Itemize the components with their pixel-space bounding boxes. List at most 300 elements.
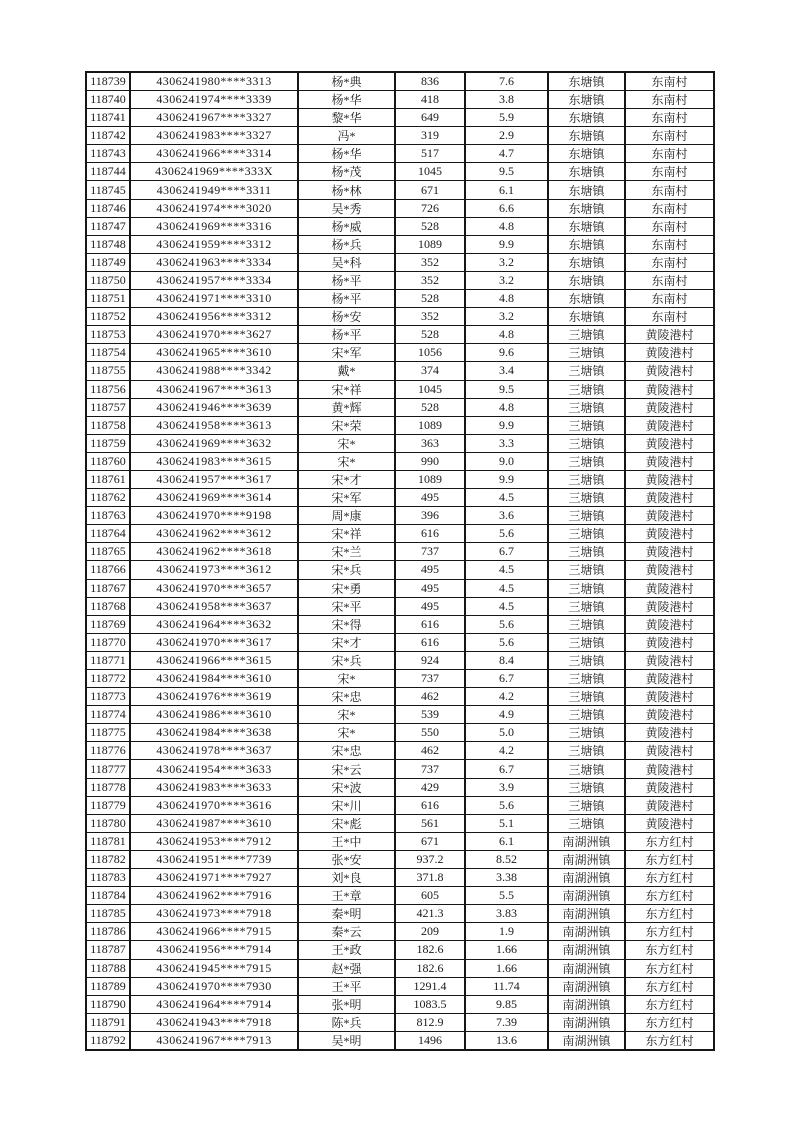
table-cell: 三塘镇	[548, 778, 625, 796]
table-row	[86, 869, 714, 887]
table-cell: 黄陵港村	[625, 633, 714, 651]
table-row	[86, 434, 714, 452]
table-cell: 118779	[86, 796, 130, 814]
table-row	[86, 579, 714, 597]
table-cell: 4306241987****3610	[130, 814, 298, 832]
table-cell: 118782	[86, 850, 130, 868]
table-cell: 209	[395, 923, 465, 941]
table-cell: 三塘镇	[548, 380, 625, 398]
table-cell: 4306241988****3342	[130, 362, 298, 380]
table-cell: 118777	[86, 760, 130, 778]
table-row	[86, 1013, 714, 1031]
table-cell: 三塘镇	[548, 706, 625, 724]
table-cell: 118748	[86, 235, 130, 253]
table-row	[86, 362, 714, 380]
table-cell: 118741	[86, 109, 130, 127]
table-cell: 东南村	[625, 91, 714, 109]
table-cell: 517	[395, 145, 465, 163]
table-row	[86, 814, 714, 832]
table-cell: 吴*科	[298, 253, 395, 271]
table-cell: 3.6	[465, 507, 548, 525]
table-row	[86, 651, 714, 669]
table-row	[86, 977, 714, 995]
table-cell: 东南村	[625, 163, 714, 181]
table-cell: 黄陵港村	[625, 778, 714, 796]
table-cell: 118789	[86, 977, 130, 995]
table-cell: 118745	[86, 181, 130, 199]
table-cell: 三塘镇	[548, 525, 625, 543]
table-cell: 539	[395, 706, 465, 724]
table-cell: 4306241970****3627	[130, 326, 298, 344]
table-row	[86, 778, 714, 796]
table-cell: 王*中	[298, 832, 395, 850]
table-cell: 宋*	[298, 434, 395, 452]
table-cell: 三塘镇	[548, 688, 625, 706]
table-cell: 118760	[86, 452, 130, 470]
table-row	[86, 724, 714, 742]
table-cell: 182.6	[395, 941, 465, 959]
table-cell: 南湖洲镇	[548, 923, 625, 941]
table-row	[86, 344, 714, 362]
table-cell: 杨*兵	[298, 235, 395, 253]
table-cell: 649	[395, 109, 465, 127]
table-cell: 1089	[395, 235, 465, 253]
table-cell: 东方红村	[625, 1031, 714, 1050]
table-cell: 462	[395, 688, 465, 706]
table-cell: 118785	[86, 905, 130, 923]
table-cell: 东塘镇	[548, 253, 625, 271]
table-cell: 396	[395, 507, 465, 525]
table-cell: 561	[395, 814, 465, 832]
table-cell: 三塘镇	[548, 742, 625, 760]
table-cell: 3.2	[465, 253, 548, 271]
table-cell: 4306241954****3633	[130, 760, 298, 778]
table-row	[86, 217, 714, 235]
table-cell: 118761	[86, 470, 130, 488]
table-cell: 4306241967****3327	[130, 109, 298, 127]
table-cell: 671	[395, 832, 465, 850]
table-row	[86, 670, 714, 688]
table-cell: 黄陵港村	[625, 543, 714, 561]
table-cell: 118784	[86, 887, 130, 905]
table-cell: 黄陵港村	[625, 724, 714, 742]
table-row	[86, 199, 714, 217]
table-cell: 黄陵港村	[625, 507, 714, 525]
table-cell: 352	[395, 253, 465, 271]
table-cell: 3.3	[465, 434, 548, 452]
table-cell: 4306241958****3613	[130, 416, 298, 434]
table-cell: 4306241984****3638	[130, 724, 298, 742]
table-cell: 4.8	[465, 398, 548, 416]
table-cell: 1496	[395, 1031, 465, 1050]
table-cell: 7.6	[465, 72, 548, 91]
table-cell: 东塘镇	[548, 163, 625, 181]
table-cell: 三塘镇	[548, 760, 625, 778]
table-cell: 118765	[86, 543, 130, 561]
table-cell: 4306241957****3334	[130, 271, 298, 289]
table-cell: 429	[395, 778, 465, 796]
table-cell: 605	[395, 887, 465, 905]
table-cell: 东塘镇	[548, 72, 625, 91]
table-cell: 5.9	[465, 109, 548, 127]
table-cell: 495	[395, 561, 465, 579]
table-cell: 杨*华	[298, 145, 395, 163]
table-cell: 宋*	[298, 724, 395, 742]
table-cell: 4.5	[465, 561, 548, 579]
table-cell: 4306241973****3612	[130, 561, 298, 579]
table-cell: 东塘镇	[548, 127, 625, 145]
table-cell: 黄陵港村	[625, 380, 714, 398]
table-cell: 9.5	[465, 163, 548, 181]
table-cell: 杨*威	[298, 217, 395, 235]
table-row	[86, 235, 714, 253]
table-cell: 118742	[86, 127, 130, 145]
table-cell: 东方红村	[625, 1013, 714, 1031]
table-row	[86, 416, 714, 434]
table-cell: 黄陵港村	[625, 525, 714, 543]
table-cell: 三塘镇	[548, 724, 625, 742]
table-cell: 东塘镇	[548, 199, 625, 217]
table-cell: 东南村	[625, 199, 714, 217]
table-cell: 东南村	[625, 181, 714, 199]
table-cell: 4306241945****7915	[130, 959, 298, 977]
table-cell: 4306241943****7918	[130, 1013, 298, 1031]
table-row	[86, 326, 714, 344]
table-cell: 黄陵港村	[625, 814, 714, 832]
table-cell: 南湖洲镇	[548, 977, 625, 995]
table-cell: 宋*兰	[298, 543, 395, 561]
table-cell: 黄陵港村	[625, 615, 714, 633]
table-cell: 东塘镇	[548, 145, 625, 163]
table-cell: 周*康	[298, 507, 395, 525]
table-cell: 3.4	[465, 362, 548, 380]
table-cell: 5.6	[465, 525, 548, 543]
table-cell: 东方红村	[625, 832, 714, 850]
table-cell: 黄*辉	[298, 398, 395, 416]
table-row	[86, 633, 714, 651]
table-cell: 黄陵港村	[625, 796, 714, 814]
table-cell: 616	[395, 796, 465, 814]
table-cell: 杨*华	[298, 91, 395, 109]
table-cell: 戴*	[298, 362, 395, 380]
table-cell: 黄陵港村	[625, 706, 714, 724]
table-cell: 4306241964****7914	[130, 995, 298, 1013]
table-row	[86, 905, 714, 923]
table-cell: 宋*忠	[298, 742, 395, 760]
table-cell: 3.8	[465, 91, 548, 109]
table-cell: 118753	[86, 326, 130, 344]
table-cell: 3.38	[465, 869, 548, 887]
table-cell: 1045	[395, 163, 465, 181]
table-cell: 9.5	[465, 380, 548, 398]
table-cell: 黎*华	[298, 109, 395, 127]
table-cell: 1291.4	[395, 977, 465, 995]
table-cell: 南湖洲镇	[548, 869, 625, 887]
table-cell: 352	[395, 308, 465, 326]
table-row	[86, 271, 714, 289]
table-row	[86, 91, 714, 109]
table-cell: 4306241969****3614	[130, 489, 298, 507]
table-cell: 黄陵港村	[625, 362, 714, 380]
table-cell: 宋*勇	[298, 579, 395, 597]
table-cell: 118755	[86, 362, 130, 380]
table-cell: 4306241983****3633	[130, 778, 298, 796]
table-cell: 4306241966****7915	[130, 923, 298, 941]
table-cell: 4306241969****3632	[130, 434, 298, 452]
table-cell: 4.7	[465, 145, 548, 163]
table-cell: 4306241951****7739	[130, 850, 298, 868]
table-row	[86, 181, 714, 199]
table-cell: 三塘镇	[548, 651, 625, 669]
table-cell: 黄陵港村	[625, 579, 714, 597]
table-cell: 3.2	[465, 308, 548, 326]
table-cell: 528	[395, 217, 465, 235]
table-cell: 4.8	[465, 217, 548, 235]
table-cell: 三塘镇	[548, 543, 625, 561]
table-cell: 3.9	[465, 778, 548, 796]
table-row	[86, 688, 714, 706]
table-cell: 宋*波	[298, 778, 395, 796]
table-cell: 宋*	[298, 706, 395, 724]
table-row	[86, 887, 714, 905]
table-cell: 黄陵港村	[625, 434, 714, 452]
table-cell: 南湖洲镇	[548, 1031, 625, 1050]
table-cell: 421.3	[395, 905, 465, 923]
table-cell: 118772	[86, 670, 130, 688]
table-cell: 5.6	[465, 796, 548, 814]
table-cell: 宋*得	[298, 615, 395, 633]
table-cell: 9.9	[465, 470, 548, 488]
table-cell: 4306241983****3327	[130, 127, 298, 145]
table-cell: 4.9	[465, 706, 548, 724]
table-cell: 南湖洲镇	[548, 941, 625, 959]
table-row	[86, 706, 714, 724]
table-cell: 118739	[86, 72, 130, 91]
table-cell: 528	[395, 326, 465, 344]
table-cell: 4306241967****3613	[130, 380, 298, 398]
table-cell: 吴*明	[298, 1031, 395, 1050]
table-cell: 东方红村	[625, 850, 714, 868]
table-cell: 495	[395, 597, 465, 615]
table-cell: 东方红村	[625, 887, 714, 905]
table-cell: 南湖洲镇	[548, 850, 625, 868]
table-cell: 三塘镇	[548, 489, 625, 507]
table-cell: 东南村	[625, 109, 714, 127]
table-cell: 宋*彪	[298, 814, 395, 832]
table-cell: 东方红村	[625, 959, 714, 977]
table-cell: 吴*秀	[298, 199, 395, 217]
table-cell: 东南村	[625, 217, 714, 235]
table-cell: 1083.5	[395, 995, 465, 1013]
table-cell: 4306241986****3610	[130, 706, 298, 724]
table-cell: 4.8	[465, 290, 548, 308]
table-cell: 9.9	[465, 235, 548, 253]
table-cell: 杨*安	[298, 308, 395, 326]
table-cell: 三塘镇	[548, 561, 625, 579]
table-cell: 4306241983****3615	[130, 452, 298, 470]
table-row	[86, 109, 714, 127]
table-cell: 东南村	[625, 290, 714, 308]
table-cell: 550	[395, 724, 465, 742]
table-cell: 杨*典	[298, 72, 395, 91]
table-cell: 4306241956****3312	[130, 308, 298, 326]
table-cell: 2.9	[465, 127, 548, 145]
table-cell: 三塘镇	[548, 470, 625, 488]
table-cell: 4306241957****3617	[130, 470, 298, 488]
table-cell: 5.0	[465, 724, 548, 742]
table-row	[86, 742, 714, 760]
table-cell: 4306241965****3610	[130, 344, 298, 362]
table-cell: 三塘镇	[548, 579, 625, 597]
table-row	[86, 597, 714, 615]
table-cell: 宋*才	[298, 470, 395, 488]
table-cell: 5.6	[465, 615, 548, 633]
table-cell: 宋*兵	[298, 651, 395, 669]
table-cell: 6.7	[465, 543, 548, 561]
table-cell: 118776	[86, 742, 130, 760]
table-row	[86, 145, 714, 163]
table-cell: 737	[395, 543, 465, 561]
table-cell: 东方红村	[625, 941, 714, 959]
table-cell: 9.0	[465, 452, 548, 470]
table-cell: 黄陵港村	[625, 597, 714, 615]
table-cell: 4306241959****3312	[130, 235, 298, 253]
table-cell: 赵*强	[298, 959, 395, 977]
table-cell: 南湖洲镇	[548, 995, 625, 1013]
table-row	[86, 923, 714, 941]
table-cell: 1089	[395, 416, 465, 434]
table-cell: 1.9	[465, 923, 548, 941]
table-cell: 118743	[86, 145, 130, 163]
table-cell: 4306241971****3310	[130, 290, 298, 308]
table-cell: 671	[395, 181, 465, 199]
table-cell: 4306241970****9198	[130, 507, 298, 525]
table-cell: 南湖洲镇	[548, 832, 625, 850]
table-cell: 1.66	[465, 941, 548, 959]
table-row	[86, 525, 714, 543]
table-cell: 东南村	[625, 235, 714, 253]
table-cell: 812.9	[395, 1013, 465, 1031]
table-row	[86, 543, 714, 561]
table-cell: 118764	[86, 525, 130, 543]
table-cell: 东塘镇	[548, 181, 625, 199]
table-cell: 东方红村	[625, 905, 714, 923]
table-cell: 南湖洲镇	[548, 905, 625, 923]
table-cell: 118773	[86, 688, 130, 706]
table-cell: 8.4	[465, 651, 548, 669]
table-cell: 张*安	[298, 850, 395, 868]
table-cell: 三塘镇	[548, 344, 625, 362]
table-row	[86, 163, 714, 181]
table-cell: 宋*荣	[298, 416, 395, 434]
table-cell: 462	[395, 742, 465, 760]
table-cell: 黄陵港村	[625, 651, 714, 669]
table-cell: 4306241976****3619	[130, 688, 298, 706]
table-cell: 1045	[395, 380, 465, 398]
table-cell: 118749	[86, 253, 130, 271]
table-cell: 118759	[86, 434, 130, 452]
table-cell: 118788	[86, 959, 130, 977]
table-cell: 418	[395, 91, 465, 109]
table-cell: 118791	[86, 1013, 130, 1031]
table-cell: 宋*才	[298, 633, 395, 651]
table-cell: 4.5	[465, 489, 548, 507]
table-cell: 东塘镇	[548, 290, 625, 308]
table-cell: 三塘镇	[548, 670, 625, 688]
table-row	[86, 253, 714, 271]
table-cell: 4306241978****3637	[130, 742, 298, 760]
table-cell: 三塘镇	[548, 796, 625, 814]
table-cell: 4306241969****3316	[130, 217, 298, 235]
table-cell: 9.9	[465, 416, 548, 434]
table-cell: 6.7	[465, 760, 548, 778]
table-cell: 528	[395, 290, 465, 308]
table-cell: 118770	[86, 633, 130, 651]
table-cell: 东塘镇	[548, 217, 625, 235]
table-cell: 118744	[86, 163, 130, 181]
table-row	[86, 850, 714, 868]
table-cell: 9.85	[465, 995, 548, 1013]
table-row	[86, 561, 714, 579]
table-cell: 4306241966****3314	[130, 145, 298, 163]
table-cell: 东南村	[625, 127, 714, 145]
table-cell: 东南村	[625, 145, 714, 163]
table-cell: 118758	[86, 416, 130, 434]
table-cell: 东方红村	[625, 995, 714, 1013]
table-cell: 宋*兵	[298, 561, 395, 579]
table-cell: 9.6	[465, 344, 548, 362]
table-cell: 4306241970****3657	[130, 579, 298, 597]
table-cell: 三塘镇	[548, 452, 625, 470]
table-cell: 宋*祥	[298, 380, 395, 398]
table-cell: 1056	[395, 344, 465, 362]
table-cell: 319	[395, 127, 465, 145]
table-cell: 118751	[86, 290, 130, 308]
table-cell: 4306241949****3311	[130, 181, 298, 199]
table-cell: 118792	[86, 1031, 130, 1050]
table-cell: 4.5	[465, 597, 548, 615]
table-cell: 杨*平	[298, 290, 395, 308]
table-cell: 118771	[86, 651, 130, 669]
table-cell: 4306241966****3615	[130, 651, 298, 669]
table-cell: 东方红村	[625, 869, 714, 887]
table-cell: 宋*云	[298, 760, 395, 778]
table-row	[86, 796, 714, 814]
table-cell: 宋*	[298, 452, 395, 470]
table-cell: 4306241971****7927	[130, 869, 298, 887]
table-cell: 三塘镇	[548, 326, 625, 344]
table-cell: 6.6	[465, 199, 548, 217]
table-row	[86, 290, 714, 308]
table-cell: 东南村	[625, 72, 714, 91]
table-cell: 7.39	[465, 1013, 548, 1031]
table-cell: 528	[395, 398, 465, 416]
table-cell: 东南村	[625, 308, 714, 326]
table-cell: 杨*平	[298, 326, 395, 344]
table-cell: 宋*忠	[298, 688, 395, 706]
table-row	[86, 452, 714, 470]
table-cell: 726	[395, 199, 465, 217]
table-cell: 4306241980****3313	[130, 72, 298, 91]
table-cell: 冯*	[298, 127, 395, 145]
table-cell: 118747	[86, 217, 130, 235]
table-row	[86, 489, 714, 507]
table-cell: 4306241956****7914	[130, 941, 298, 959]
table-cell: 东南村	[625, 271, 714, 289]
table-cell: 118756	[86, 380, 130, 398]
table-cell: 737	[395, 760, 465, 778]
table-cell: 836	[395, 72, 465, 91]
